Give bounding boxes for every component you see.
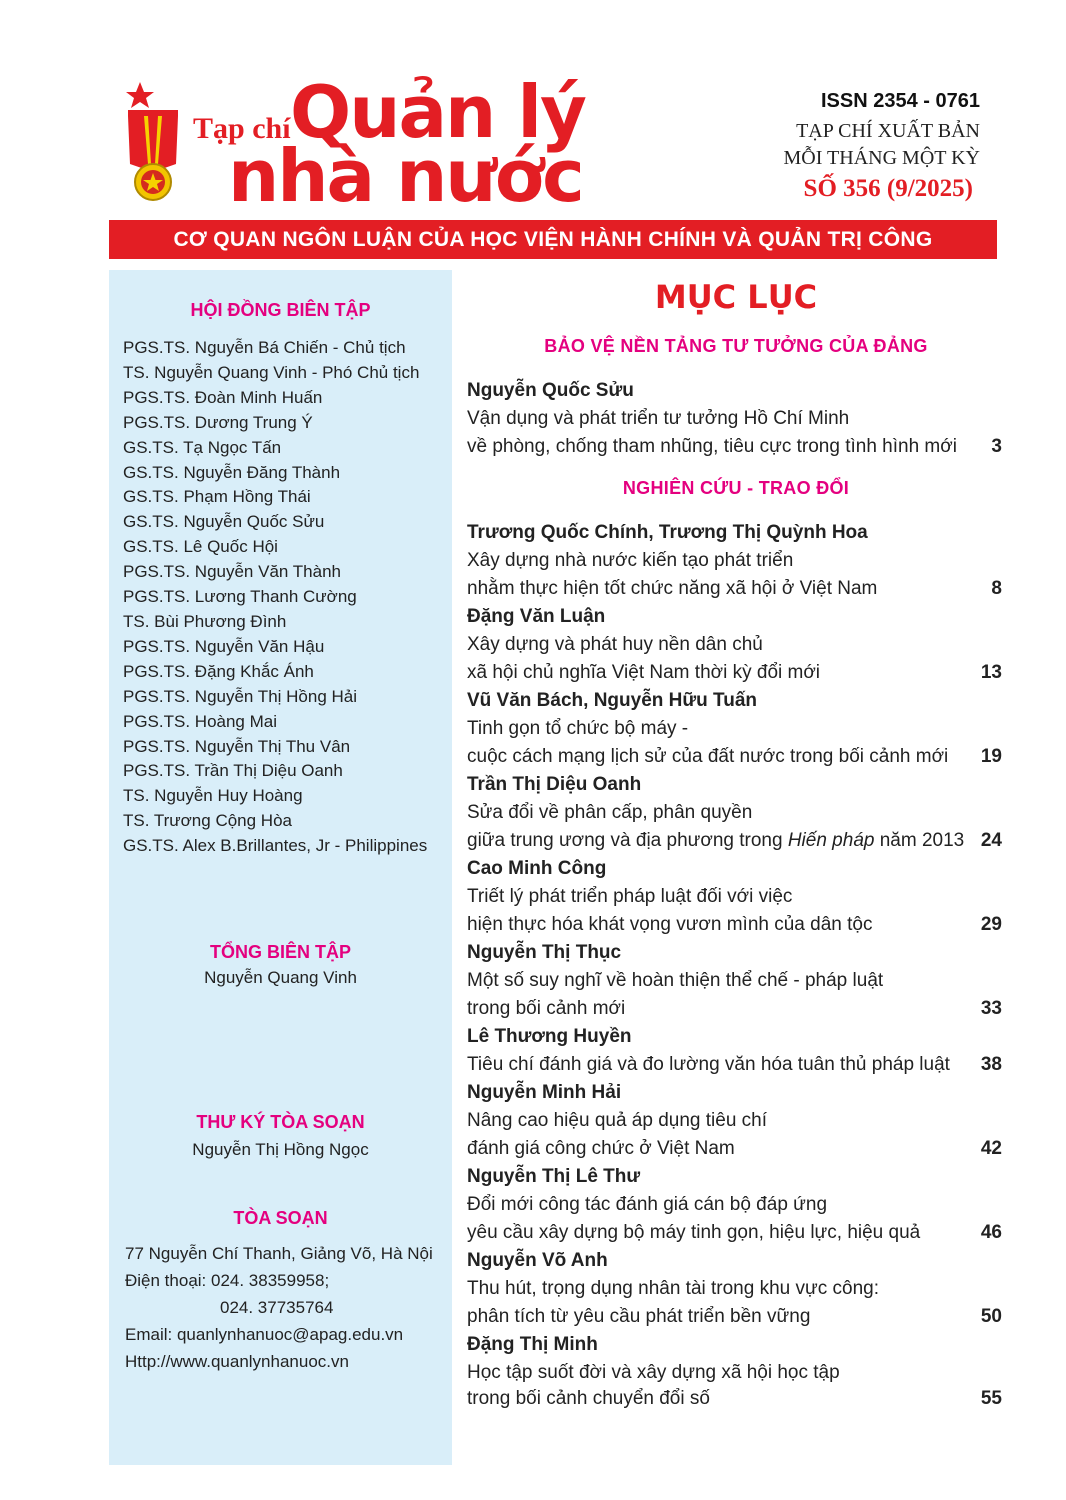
- toc-title-line: trong bối cảnh mới: [467, 998, 626, 1019]
- toc-title-line: Đổi mới công tác đánh giá cán bộ đáp ứng: [467, 1194, 828, 1215]
- toc-title-text: giữa trung ương và địa phương trong: [467, 830, 788, 851]
- toc-title-text: năm 2013: [874, 830, 965, 851]
- toc-page-number: 24: [980, 830, 1002, 851]
- toc-title-line: cuộc cách mạng lịch sử của đất nước trong bối cảnh mới: [467, 746, 949, 767]
- toc-section-heading: NGHIÊN CỨU - TRAO ĐỔI: [622, 478, 850, 498]
- board-member: GS.TS. Nguyễn Đăng Thành: [123, 462, 341, 482]
- toc-author: Nguyễn Thị Lê Thư: [467, 1166, 641, 1187]
- toc-title-line: hiện thực hóa khát vọng vươn mình của dân tộc: [467, 914, 873, 935]
- board-member: TS. Nguyễn Huy Hoàng: [123, 786, 303, 806]
- office-heading: TÒA SOẠN: [233, 1208, 328, 1228]
- toc-title-line: Một số suy nghĩ về hoàn thiện thể chế - pháp luật: [467, 970, 884, 991]
- toc-page-number: 38: [980, 1054, 1002, 1075]
- toc-page-number: 8: [991, 578, 1002, 599]
- toc-author: Lê Thương Huyền: [467, 1026, 632, 1047]
- board-member: PGS.TS. Đoàn Minh Huấn: [123, 387, 323, 407]
- toc-title-line: Tiêu chí đánh giá và đo lường văn hóa tuân thủ pháp luật: [467, 1054, 950, 1075]
- office-phone: Điện thoại: 024. 38359958;: [125, 1271, 330, 1290]
- board-member: GS.TS. Lê Quốc Hội: [123, 537, 278, 557]
- toc-title-line: yêu cầu xây dựng bộ máy tinh gọn, hiệu lực, hiệu quả: [467, 1222, 921, 1243]
- board-member: GS.TS. Tạ Ngọc Tấn: [123, 437, 282, 457]
- issn-number: ISSN 2354 - 0761: [821, 90, 980, 112]
- publish-frequency-line1: TẠP CHÍ XUẤT BẢN: [796, 120, 980, 142]
- toc-author: Vũ Văn Bách, Nguyễn Hữu Tuấn: [467, 690, 757, 711]
- toc-title-line: [467, 830, 964, 852]
- board-member: PGS.TS. Đặng Khắc Ánh: [123, 661, 314, 681]
- issue-number: SỐ 356 (9/2025): [803, 175, 973, 202]
- toc-author: Nguyễn Quốc Sửu: [467, 380, 634, 401]
- editorial-sidebar: [109, 270, 452, 1465]
- toc-page-number: 3: [991, 436, 1002, 457]
- toc-title-line: Nâng cao hiệu quả áp dụng tiêu chí: [467, 1110, 768, 1131]
- board-member: TS. Nguyễn Quang Vinh - Phó Chủ tịch: [123, 362, 420, 382]
- toc-title-line: Tinh gọn tổ chức bộ máy -: [467, 718, 689, 739]
- publisher-banner: CƠ QUAN NGÔN LUẬN CỦA HỌC VIỆN HÀNH CHÍNH VÀ QUẢN TRỊ CÔNG: [109, 220, 997, 259]
- board-member: PGS.TS. Hoàng Mai: [123, 711, 278, 731]
- board-member: PGS.TS. Trần Thị Diệu Oanh: [123, 761, 343, 781]
- toc-title-line: Triết lý phát triển pháp luật đối với việc: [467, 886, 793, 907]
- office-email: Email: quanlynhanuoc@apag.edu.vn: [125, 1325, 404, 1344]
- toc-title-line: Thu hút, trọng dụng nhân tài trong khu vực công:: [467, 1278, 879, 1299]
- toc-title-line: Sửa đổi về phân cấp, phân quyền: [467, 802, 753, 823]
- office-address: 77 Nguyễn Chí Thanh, Giảng Võ, Hà Nội: [125, 1244, 433, 1263]
- toc-title: MỤC LỤC: [654, 278, 818, 316]
- editorial-board-heading: HỘI ĐỒNG BIÊN TẬP: [190, 300, 371, 320]
- board-member: PGS.TS. Nguyễn Bá Chiến - Chủ tịch: [123, 338, 406, 357]
- toc-title-line: đánh giá công chức ở Việt Nam: [467, 1138, 735, 1159]
- editor-in-chief-heading: TỔNG BIÊN TẬP: [209, 942, 351, 962]
- board-member: PGS.TS. Nguyễn Văn Thành: [123, 562, 341, 582]
- toc-title-line: Vận dụng và phát triển tư tưởng Hồ Chí Minh: [467, 408, 850, 429]
- board-member: TS. Bùi Phương Đình: [123, 611, 287, 631]
- toc-title-line: xã hội chủ nghĩa Việt Nam thời kỳ đổi mới: [467, 662, 821, 683]
- magazine-title-line2: nhà nước: [228, 134, 583, 218]
- board-member: PGS.TS. Nguyễn Thị Hồng Hải: [123, 686, 358, 706]
- toc-title-line: về phòng, chống tham nhũng, tiêu cực trong tình hình mới: [467, 436, 957, 457]
- toc-page-number: 29: [980, 914, 1002, 935]
- toc-title-line: trong bối cảnh chuyển đổi số: [467, 1388, 710, 1409]
- toc-author: Nguyễn Thị Thục: [467, 942, 622, 963]
- board-member: PGS.TS. Dương Trung Ý: [123, 412, 313, 432]
- toc-author: Cao Minh Công: [467, 858, 607, 879]
- office-phone-2: 024. 37735764: [220, 1298, 334, 1317]
- secretary-name: Nguyễn Thị Hồng Ngọc: [192, 1140, 369, 1159]
- board-member: GS.TS. Phạm Hồng Thái: [123, 487, 311, 507]
- publish-frequency-line2: MỖI THÁNG MỘT KỲ: [783, 147, 980, 169]
- editorial-board-list: [123, 336, 427, 859]
- toc-author: Trương Quốc Chính, Trương Thị Quỳnh Hoa: [467, 522, 868, 543]
- board-member: TS. Trương Cộng Hòa: [123, 811, 292, 831]
- toc-author: Nguyễn Minh Hải: [467, 1082, 622, 1103]
- toc-author: Đặng Văn Luận: [467, 606, 606, 627]
- board-member: GS.TS. Alex B.Brillantes, Jr - Philippines: [123, 836, 428, 856]
- office-website: Http://www.quanlynhanuoc.vn: [125, 1352, 349, 1371]
- toc-title-line: Xây dựng và phát huy nền dân chủ: [467, 634, 763, 655]
- toc-author: Đặng Thị Minh: [467, 1334, 598, 1355]
- toc-page-number: 50: [980, 1306, 1002, 1327]
- toc-author: Trần Thị Diệu Oanh: [467, 774, 642, 795]
- toc-section-heading: BẢO VỆ NỀN TẢNG TƯ TƯỞNG CỦA ĐẢNG: [544, 336, 928, 356]
- office-contact: [125, 1240, 433, 1375]
- toc-page-number: 19: [980, 746, 1002, 767]
- toc-title-line: Học tập suốt đời và xây dựng xã hội học tập: [467, 1362, 840, 1383]
- editor-in-chief-name: Nguyễn Quang Vinh: [204, 968, 357, 987]
- board-member: PGS.TS. Nguyễn Thị Thu Vân: [123, 736, 351, 756]
- toc-title-line: nhằm thực hiện tốt chức năng xã hội ở Việt Nam: [467, 578, 878, 599]
- magazine-title-line1: Quản lý: [290, 70, 585, 154]
- medal-emblem-icon: [118, 82, 188, 202]
- board-member: PGS.TS. Nguyễn Văn Hậu: [123, 636, 325, 656]
- toc-title-line: Xây dựng nhà nước kiến tạo phát triển: [467, 550, 794, 571]
- board-member: PGS.TS. Lương Thanh Cường: [123, 587, 357, 607]
- secretary-heading: THƯ KÝ TÒA SOẠN: [196, 1112, 365, 1132]
- toc-page-number: 46: [980, 1222, 1002, 1243]
- toc-page-number: 13: [980, 662, 1002, 683]
- toc-title-italic: Hiến pháp: [787, 830, 875, 851]
- magazine-prefix: Tạp chí: [193, 112, 291, 145]
- toc-page-number: 55: [980, 1388, 1002, 1409]
- toc-title-line: phân tích từ yêu cầu phát triển bền vững: [467, 1306, 811, 1327]
- toc-page-number: 42: [980, 1138, 1002, 1159]
- toc-author: Nguyễn Võ Anh: [467, 1250, 608, 1271]
- board-member: GS.TS. Nguyễn Quốc Sửu: [123, 512, 325, 532]
- toc-page-number: 33: [980, 998, 1002, 1019]
